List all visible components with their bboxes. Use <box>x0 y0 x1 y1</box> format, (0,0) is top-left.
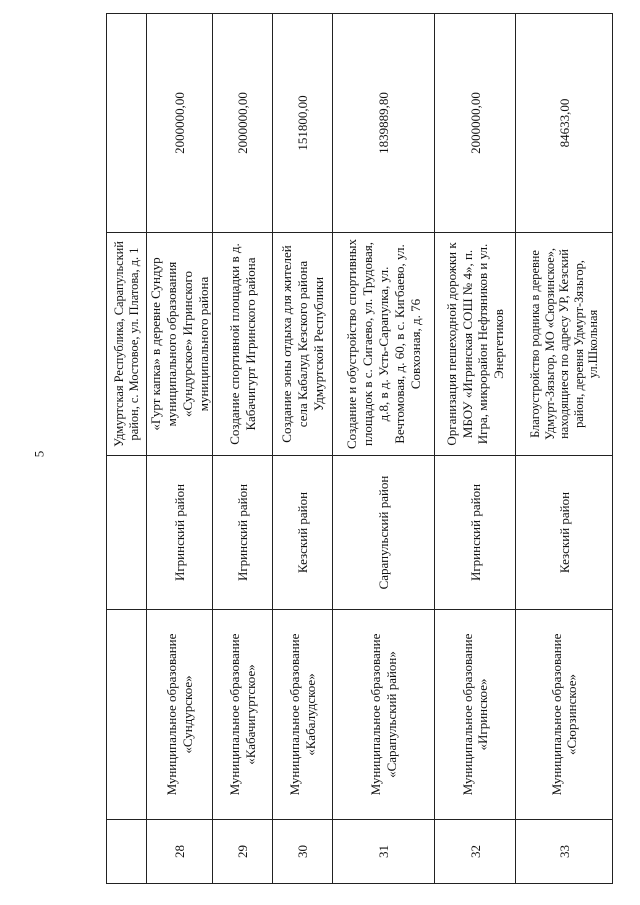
table-container <box>106 14 601 884</box>
cell-number <box>107 820 147 884</box>
cell-district: Кезский район <box>516 456 613 610</box>
cell-number: 32 <box>435 820 516 884</box>
cell-district: Игринский район <box>147 456 213 610</box>
cell-number: 31 <box>333 820 435 884</box>
table-row <box>213 14 273 884</box>
cell-district: Сарапульский район <box>333 456 435 610</box>
cell-project: Организация пешеходной дорожки к МБОУ «Игринская СОШ № 4», п. Игра, микрорайон Нефтяников и ул. Энергетиков <box>435 233 516 456</box>
table-row <box>273 14 333 884</box>
cell-district <box>107 456 147 610</box>
cell-amount: 84633,00 <box>516 14 613 233</box>
cell-number: 28 <box>147 820 213 884</box>
table-row <box>516 14 613 884</box>
cell-project: Создание и обустройство спортивных площадок в с. Сигаево, ул. Трудовая, д.8, в д. Усть-Сарапулка, ул. Вечтомовая, д. 60, в с. Кигбаево, ул. Совхозная, д. 76 <box>333 233 435 456</box>
cell-amount: 2000000,00 <box>147 14 213 233</box>
cell-project: Благоустройство родника в деревне Удмурт-Зязьгор, МО «Сюрзинское», находящиеся по адресу УР, Кезский район, деревня Удмурт-Зязьгор, ул.Школьная <box>516 233 613 456</box>
table-row <box>333 14 435 884</box>
cell-amount: 1839889,80 <box>333 14 435 233</box>
cell-amount: 151800,00 <box>273 14 333 233</box>
cell-district: Игринский район <box>435 456 516 610</box>
cell-municipality: Муниципальное образование «Сундурское» <box>147 610 213 820</box>
cell-district: Игринский район <box>213 456 273 610</box>
cell-municipality: Муниципальное образование «Сарапульский район» <box>333 610 435 820</box>
cell-project: «Гурт капка» в деревне Сундур муниципального образования «Сундурское» Игринского муниципального района <box>147 233 213 456</box>
table-row-continued <box>107 14 147 884</box>
cell-municipality <box>107 610 147 820</box>
cell-district: Кезский район <box>273 456 333 610</box>
table-row <box>147 14 213 884</box>
cell-amount <box>107 14 147 233</box>
cell-number: 30 <box>273 820 333 884</box>
page-number: 5 <box>31 450 47 458</box>
cell-municipality: Муниципальное образование «Кабачигуртское» <box>213 610 273 820</box>
cell-amount: 2000000,00 <box>435 14 516 233</box>
table-row <box>435 14 516 884</box>
cell-project: Создание спортивной площадки в д. Кабачигурт Игринского района <box>213 233 273 456</box>
cell-number: 33 <box>516 820 613 884</box>
cell-municipality: Муниципальное образование «Сюрзинское» <box>516 610 613 820</box>
cell-municipality: Муниципальное образование «Кабалудское» <box>273 610 333 820</box>
projects-table <box>106 13 613 884</box>
cell-municipality: Муниципальное образование «Игринское» <box>435 610 516 820</box>
cell-project: Создание зоны отдыха для жителей села Кабалуд Кезского района Удмуртской Республики <box>273 233 333 456</box>
cell-project: Удмуртская Республика, Сарапульский район, с. Мостовое, ул. Платова, д. 1 <box>107 233 147 456</box>
cell-amount: 2000000,00 <box>213 14 273 233</box>
cell-number: 29 <box>213 820 273 884</box>
